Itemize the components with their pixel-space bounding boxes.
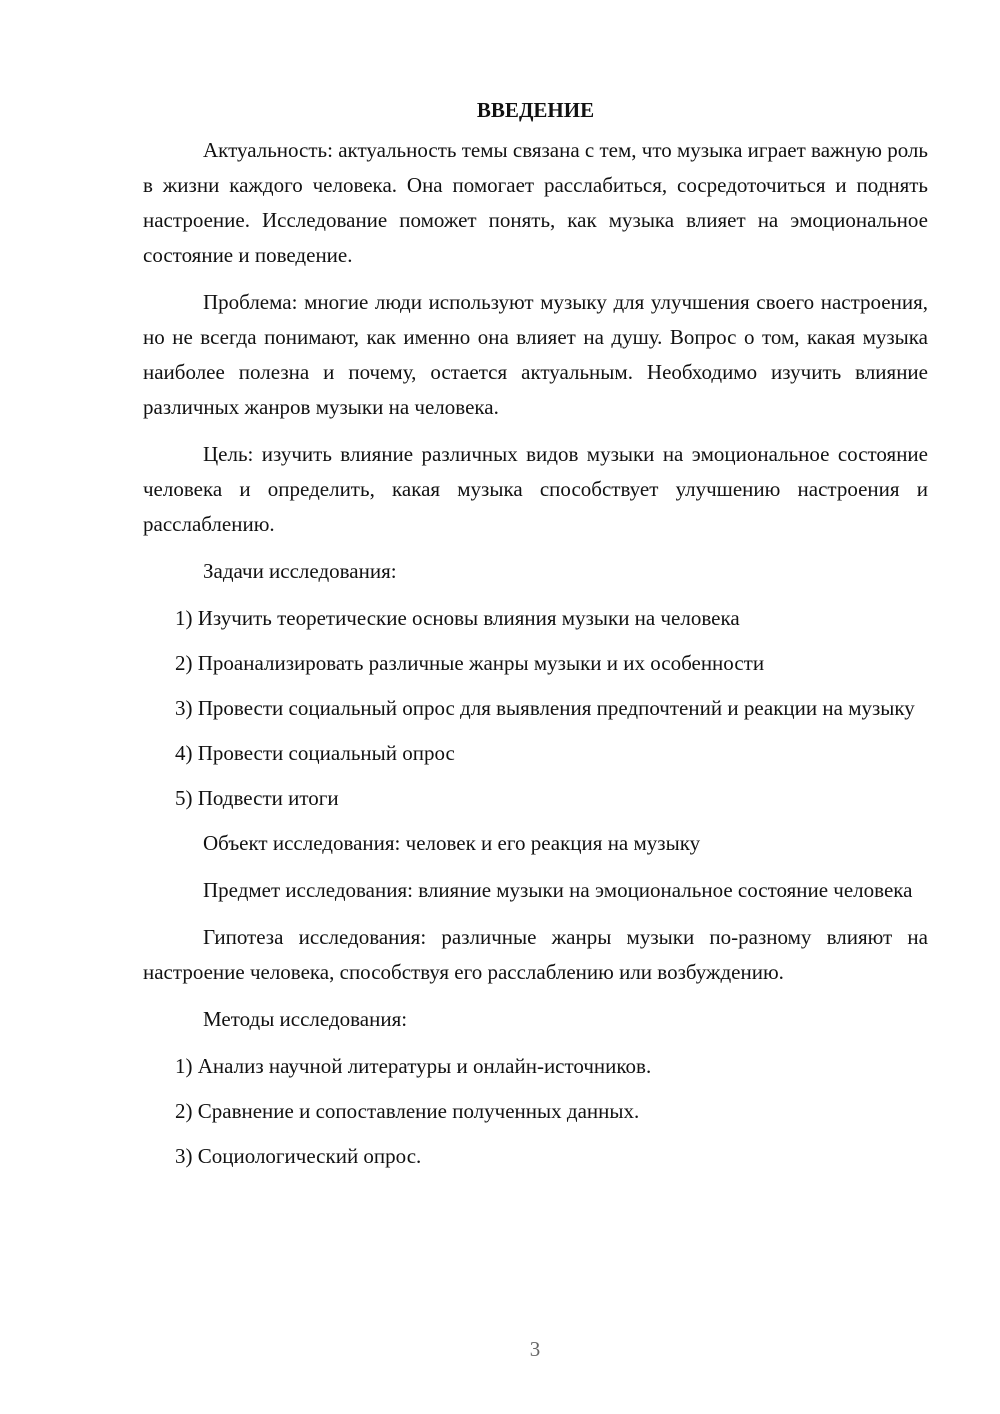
relevance-paragraph: Актуальность: актуальность темы связана с тем, что музыка играет важную роль в жизни каждого человека. Она помогает расслабиться, сосредоточиться и поднять настроение. Исследование поможет понять, как музыка влияет на эмоциональное состояние и поведение. — [143, 138, 928, 267]
methods-heading: Методы исследования: — [203, 1007, 408, 1031]
method-item: 1) Анализ научной литературы и онлайн-источников. — [175, 1054, 652, 1078]
task-item: 1) Изучить теоретические основы влияния музыки на человека — [175, 606, 740, 630]
problem-paragraph: Проблема: многие люди используют музыку для улучшения своего настроения, но не всегда понимают, как именно она влияет на душу. Вопрос о том, какая музыка наиболее полезна и почему, остается актуальным. Необходимо изучить влияние различных жанров музыки на человека. — [143, 290, 928, 419]
task-item: 4) Провести социальный опрос — [175, 741, 455, 765]
task-item: 2) Проанализировать различные жанры музыки и их особенности — [175, 651, 765, 675]
document-page — [143, 93, 928, 1184]
hypothesis-paragraph: Гипотеза исследования: различные жанры музыки по-разному влияют на настроение человека, способствуя его расслаблению или возбуждению. — [143, 925, 928, 984]
subject-paragraph: Предмет исследования: влияние музыки на эмоциональное состояние человека — [203, 878, 913, 902]
object-paragraph: Объект исследования: человек и его реакция на музыку — [203, 831, 701, 855]
page-title: ВВЕДЕНИЕ — [476, 98, 595, 122]
method-item: 3) Социологический опрос. — [175, 1144, 422, 1168]
task-item: 5) Подвести итоги — [175, 786, 339, 810]
goal-paragraph: Цель: изучить влияние различных видов музыки на эмоциональное состояние человека и определить, какая музыка способствует улучшению настроения и расслаблению. — [143, 442, 928, 536]
task-item: 3) Провести социальный опрос для выявления предпочтений и реакции на музыку — [175, 696, 915, 720]
tasks-heading: Задачи исследования: — [203, 559, 397, 583]
page-number: 3 — [529, 1337, 541, 1361]
method-item: 2) Сравнение и сопоставление полученных данных. — [175, 1099, 640, 1123]
